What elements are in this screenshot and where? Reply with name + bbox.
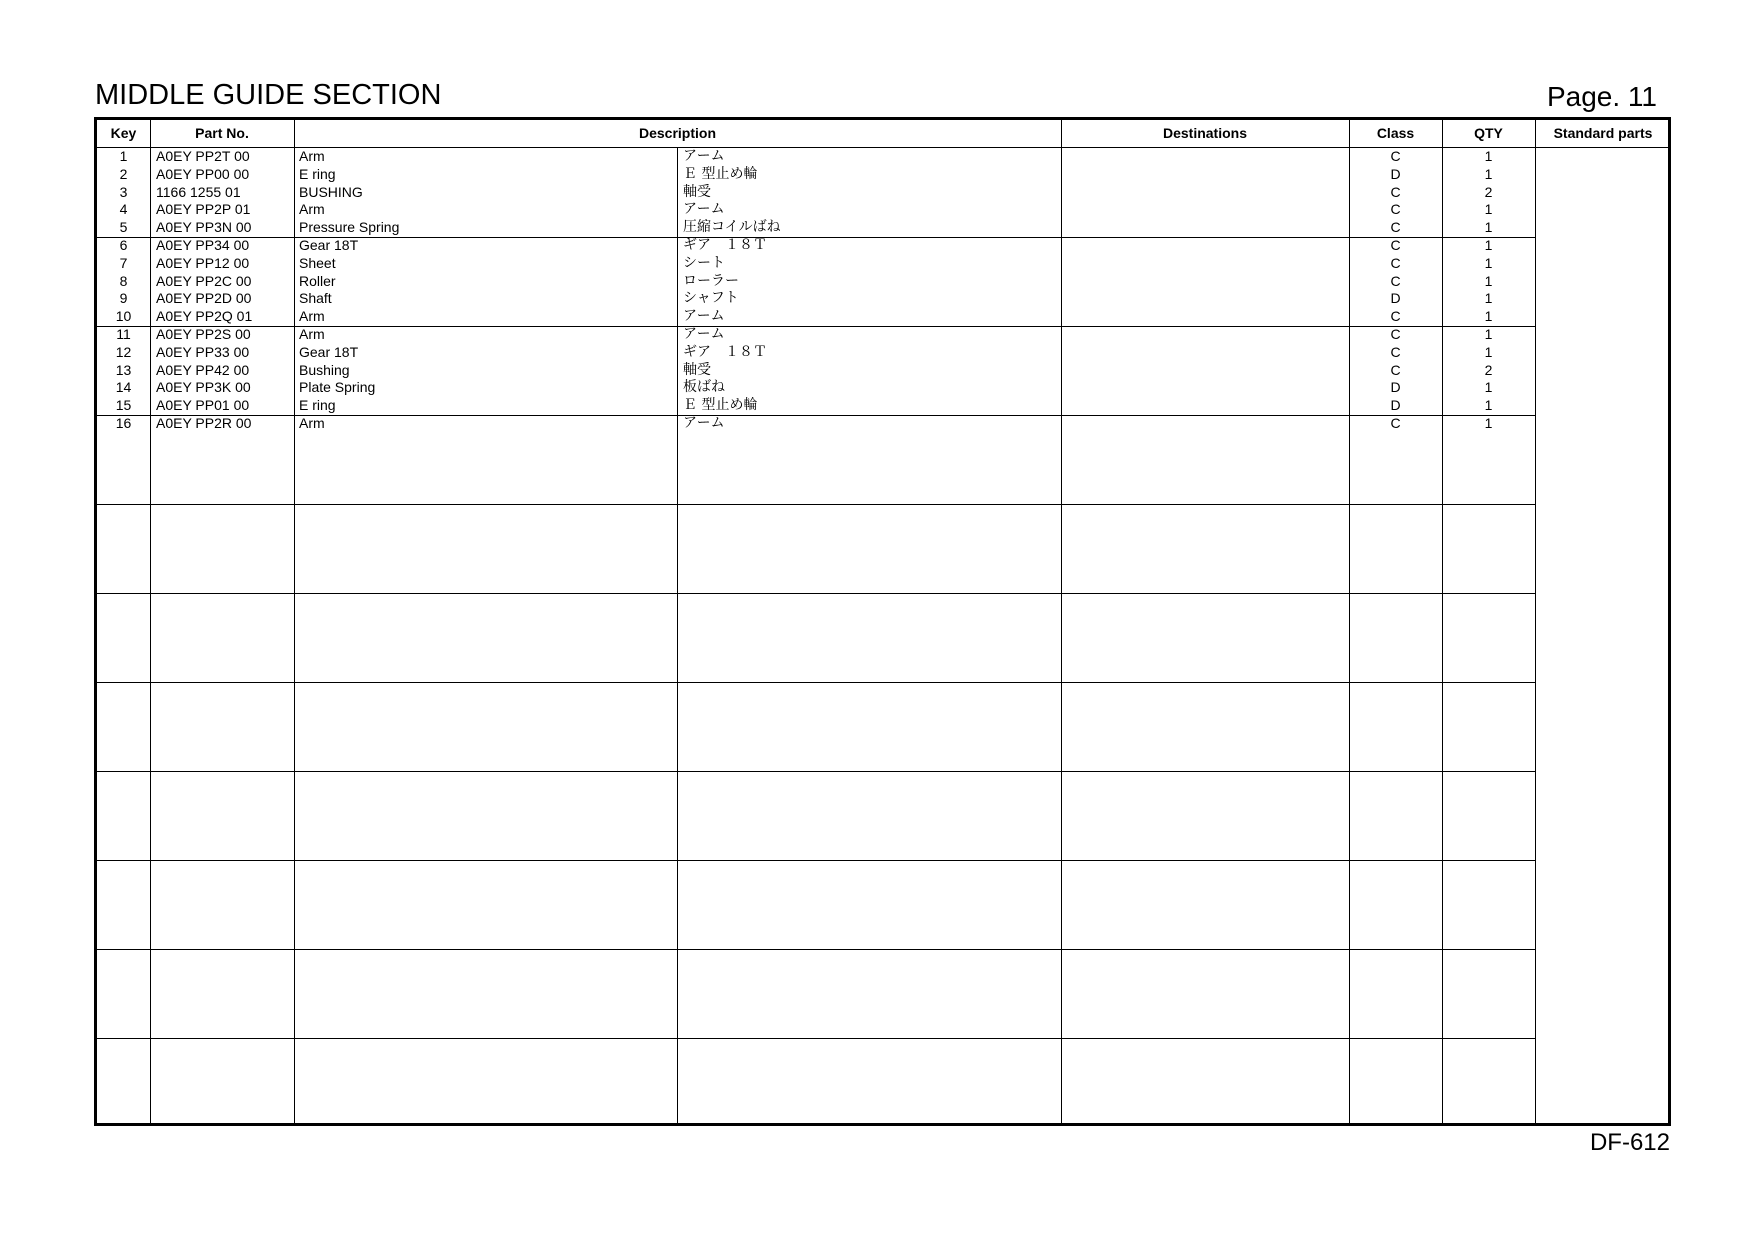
cell-destinations <box>1060 237 1348 255</box>
table-row <box>97 308 1668 326</box>
cell-part-no: A0EY PP33 00 <box>156 343 250 360</box>
cell-description-jp: ギア １８Ｔ <box>683 237 767 253</box>
cell-part-no: 1166 1255 01 <box>156 183 241 200</box>
cell-qty: 1 <box>1484 237 1493 253</box>
row-group-divider <box>97 1038 1535 1039</box>
cell-part-no: A0EY PP2D 00 <box>156 290 252 307</box>
header-key: Key <box>110 125 137 141</box>
cell-description-en: Gear 18T <box>299 237 359 253</box>
table-row <box>97 148 1668 166</box>
cell-key: 14 <box>115 379 132 396</box>
model-code: DF-612 <box>1589 1129 1670 1156</box>
cell-part-no: A0EY PP00 00 <box>156 165 250 182</box>
cell-description-en: Arm <box>299 326 325 342</box>
cell-class: C <box>1390 361 1401 378</box>
cell-key: 6 <box>119 237 128 253</box>
cell-class: C <box>1390 148 1401 164</box>
cell-destinations <box>1060 397 1348 415</box>
cell-description-jp: 軸受 <box>683 183 711 200</box>
cell-part-no: A0EY PP34 00 <box>156 237 250 253</box>
cell-class: D <box>1390 290 1401 307</box>
cell-description-en: Arm <box>299 148 325 164</box>
cell-description-jp: アーム <box>683 201 725 218</box>
cell-qty: 1 <box>1484 415 1493 431</box>
cell-key: 8 <box>119 272 128 289</box>
cell-qty: 1 <box>1484 219 1493 236</box>
cell-destinations <box>1060 379 1348 397</box>
cell-key: 7 <box>119 254 128 271</box>
cell-key: 15 <box>115 397 132 414</box>
cell-description-jp: 圧縮コイルばね <box>683 219 781 236</box>
cell-description-jp: 軸受 <box>683 361 711 378</box>
cell-destinations <box>1060 148 1348 166</box>
table-row <box>97 326 1668 344</box>
cell-description-en: BUSHING <box>299 183 363 200</box>
row-group-divider <box>97 771 1535 772</box>
cell-part-no: A0EY PP01 00 <box>156 397 250 414</box>
cell-qty: 1 <box>1484 201 1493 218</box>
cell-qty: 2 <box>1484 183 1493 200</box>
cell-destinations <box>1060 184 1348 202</box>
cell-description-jp: ギア １８Ｔ <box>683 343 767 360</box>
table-row <box>97 344 1668 362</box>
cell-qty: 2 <box>1484 361 1493 378</box>
cell-part-no: A0EY PP2S 00 <box>156 326 251 342</box>
cell-destinations <box>1060 326 1348 344</box>
cell-description-en: Shaft <box>299 290 332 307</box>
cell-description-en: E ring <box>299 165 336 182</box>
table-row <box>97 255 1668 273</box>
cell-description-en: Plate Spring <box>299 379 376 396</box>
cell-description-en: Arm <box>299 308 325 325</box>
table-row <box>97 290 1668 308</box>
cell-description-jp: ローラー <box>683 272 739 289</box>
header-part-no: Part No. <box>195 125 249 141</box>
cell-qty: 1 <box>1484 397 1493 414</box>
cell-qty: 1 <box>1484 254 1493 271</box>
cell-part-no: A0EY PP12 00 <box>156 254 250 271</box>
cell-description-jp: 板ばね <box>683 379 725 396</box>
page-number: Page. 11 <box>1546 81 1657 112</box>
cell-qty: 1 <box>1484 290 1493 307</box>
cell-description-en: E ring <box>299 397 336 414</box>
cell-destinations <box>1060 290 1348 308</box>
cell-destinations <box>1060 219 1348 237</box>
table-row <box>97 415 1668 433</box>
cell-class: C <box>1390 343 1401 360</box>
row-group-divider <box>97 682 1535 683</box>
cell-destinations <box>1060 308 1348 326</box>
cell-qty: 1 <box>1484 308 1493 325</box>
cell-destinations <box>1060 166 1348 184</box>
table-row <box>97 362 1668 380</box>
cell-class: C <box>1390 219 1401 236</box>
cell-class: C <box>1390 308 1401 325</box>
cell-class: C <box>1390 183 1401 200</box>
cell-key: 4 <box>119 201 128 218</box>
cell-key: 12 <box>115 343 132 360</box>
cell-qty: 1 <box>1484 148 1493 164</box>
cell-destinations <box>1060 201 1348 219</box>
header-standard-parts: Standard parts <box>1553 125 1653 141</box>
cell-part-no: A0EY PP2T 00 <box>156 148 250 164</box>
row-group-divider <box>97 593 1535 594</box>
cell-description-jp: シャフト <box>683 290 739 307</box>
page-title: MIDDLE GUIDE SECTION <box>95 79 442 111</box>
cell-qty: 1 <box>1484 379 1493 396</box>
cell-description-jp: Ｅ 型止め輪 <box>683 397 758 414</box>
cell-key: 16 <box>115 415 132 431</box>
cell-part-no: A0EY PP2C 00 <box>156 272 252 289</box>
cell-description-en: Pressure Spring <box>299 219 400 236</box>
table-row <box>97 273 1668 291</box>
cell-destinations <box>1060 344 1348 362</box>
cell-class: D <box>1390 379 1401 396</box>
cell-part-no: A0EY PP3K 00 <box>156 379 251 396</box>
cell-class: C <box>1390 201 1401 218</box>
cell-part-no: A0EY PP2P 01 <box>156 201 251 218</box>
cell-description-jp: Ｅ 型止め輪 <box>683 165 758 182</box>
table-row <box>97 184 1668 202</box>
header-description: Description <box>638 125 716 141</box>
cell-key: 11 <box>116 326 131 342</box>
header-class: Class <box>1376 125 1415 141</box>
cell-key: 10 <box>115 308 132 325</box>
cell-class: D <box>1390 165 1401 182</box>
cell-description-jp: シート <box>683 254 725 271</box>
row-group-divider <box>97 504 1535 505</box>
cell-key: 13 <box>115 361 132 378</box>
cell-description-jp: アーム <box>683 415 725 431</box>
table-row <box>97 397 1668 415</box>
cell-part-no: A0EY PP2Q 01 <box>156 308 253 325</box>
row-group-divider <box>97 949 1535 950</box>
cell-class: C <box>1390 237 1401 253</box>
cell-key: 3 <box>119 183 128 200</box>
cell-class: C <box>1390 254 1401 271</box>
cell-description-jp: アーム <box>683 326 725 342</box>
cell-destinations <box>1060 255 1348 273</box>
cell-key: 9 <box>119 290 128 307</box>
cell-description-en: Arm <box>299 201 325 218</box>
table-header <box>97 120 1668 148</box>
cell-description-en: Arm <box>299 415 325 431</box>
cell-description-en: Gear 18T <box>299 343 359 360</box>
cell-class: C <box>1390 272 1401 289</box>
cell-qty: 1 <box>1484 326 1493 342</box>
row-group-divider <box>97 860 1535 861</box>
cell-key: 2 <box>119 165 128 182</box>
cell-destinations <box>1060 362 1348 380</box>
cell-description-en: Sheet <box>299 254 336 271</box>
cell-description-jp: アーム <box>683 308 725 325</box>
table-row <box>97 201 1668 219</box>
cell-class: C <box>1390 415 1401 431</box>
header-destinations: Destinations <box>1162 125 1247 141</box>
cell-class: D <box>1390 397 1401 414</box>
cell-destinations <box>1060 273 1348 291</box>
table-row <box>97 237 1668 255</box>
cell-description-en: Bushing <box>299 361 350 378</box>
cell-key: 5 <box>119 219 128 236</box>
cell-qty: 1 <box>1484 272 1493 289</box>
cell-part-no: A0EY PP42 00 <box>156 361 250 378</box>
cell-class: C <box>1390 326 1401 342</box>
table-row <box>97 379 1668 397</box>
cell-part-no: A0EY PP2R 00 <box>156 415 252 431</box>
table-row <box>97 219 1668 237</box>
cell-description-en: Roller <box>299 272 336 289</box>
header-qty: QTY <box>1474 125 1503 141</box>
cell-description-jp: アーム <box>683 148 725 164</box>
cell-part-no: A0EY PP3N 00 <box>156 219 252 236</box>
parts-table <box>94 117 1671 1126</box>
cell-key: 1 <box>119 148 128 164</box>
cell-destinations <box>1060 415 1348 433</box>
table-row <box>97 166 1668 184</box>
cell-qty: 1 <box>1484 165 1493 182</box>
cell-qty: 1 <box>1484 343 1493 360</box>
